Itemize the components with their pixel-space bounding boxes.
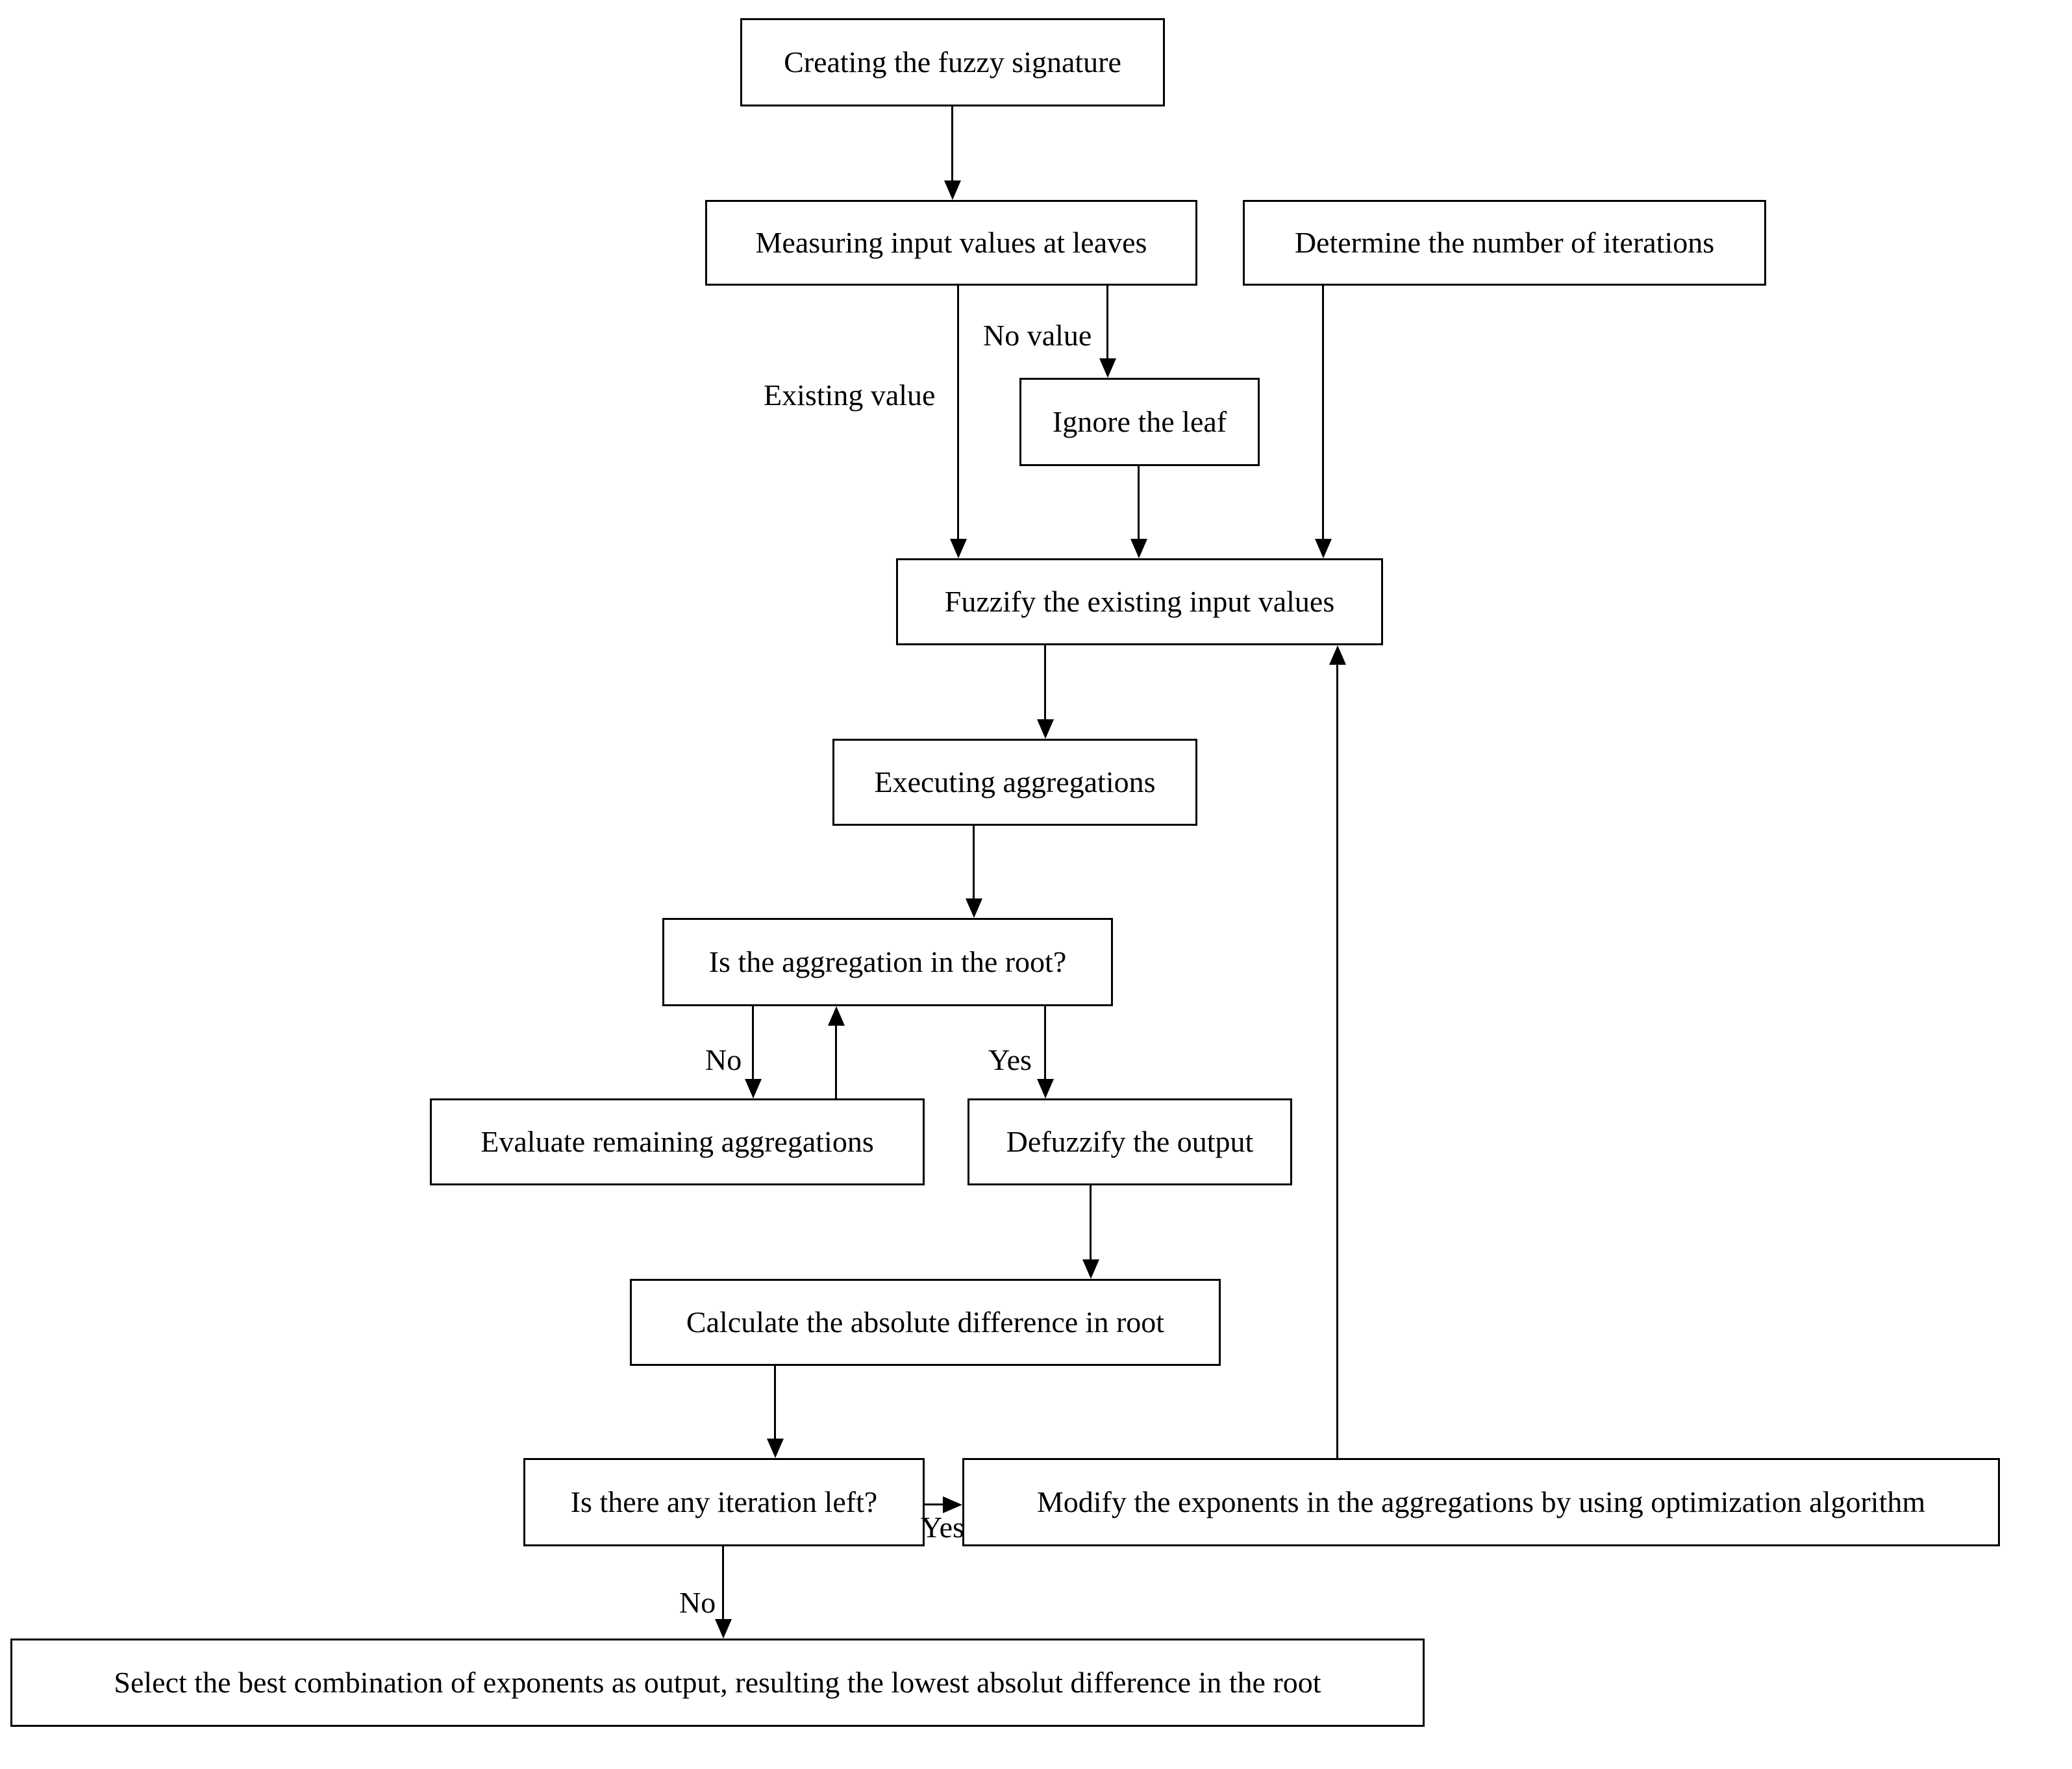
arrow-executing-to-isroot-line (973, 826, 975, 898)
arrow-defuzzify-to-calculate-head (1082, 1259, 1099, 1279)
arrow-creating-to-measuring-line (951, 106, 953, 180)
arrow-ignore-to-fuzzify-line (1138, 466, 1140, 539)
arrow-isroot-to-evaluate-head (745, 1079, 762, 1098)
arrow-defuzzify-to-calculate-line (1090, 1185, 1092, 1259)
node-select-best-combination: Select the best combination of exponents as output, resulting the lowest absolut difference in the root (10, 1639, 1425, 1727)
edge-label-yes-iteration: Yes (921, 1511, 964, 1544)
arrow-evaluate-to-isroot-head (828, 1006, 845, 1026)
arrow-fuzzify-to-executing-head (1037, 719, 1054, 739)
arrow-iteration-to-modify-line (925, 1503, 943, 1505)
node-iteration-left-decision: Is there any iteration left? (523, 1458, 925, 1546)
node-evaluate-remaining-aggregations: Evaluate remaining aggregations (430, 1098, 925, 1185)
arrow-measuring-to-fuzzify-head (950, 539, 967, 558)
arrow-ignore-to-fuzzify-head (1130, 539, 1147, 558)
arrow-iteration-to-select-head (715, 1619, 732, 1639)
edge-label-yes-root: Yes (988, 1043, 1032, 1076)
node-measuring-input-values: Measuring input values at leaves (705, 200, 1197, 286)
node-ignore-leaf: Ignore the leaf (1019, 378, 1260, 466)
arrow-creating-to-measuring-head (944, 180, 961, 200)
arrow-determine-to-fuzzify-head (1315, 539, 1332, 558)
arrow-iteration-to-modify-head (943, 1496, 962, 1513)
arrow-measuring-to-fuzzify-line (957, 286, 959, 539)
edge-label-no-value: No value (983, 319, 1092, 352)
node-modify-exponents: Modify the exponents in the aggregations by using optimization algorithm (962, 1458, 2000, 1546)
arrow-determine-to-fuzzify-line (1322, 286, 1324, 539)
edge-label-no-root: No (705, 1043, 742, 1076)
arrow-modify-to-fuzzify-line (1336, 665, 1338, 1458)
arrow-iteration-to-select-line (722, 1546, 724, 1619)
arrow-calculate-to-iteration-head (767, 1439, 784, 1458)
arrow-evaluate-to-isroot-line (835, 1026, 837, 1098)
node-defuzzify-output: Defuzzify the output (967, 1098, 1292, 1185)
arrow-calculate-to-iteration-line (774, 1366, 776, 1439)
node-fuzzify-input-values: Fuzzify the existing input values (896, 558, 1383, 645)
node-aggregation-in-root-decision: Is the aggregation in the root? (662, 918, 1113, 1006)
node-calculate-absolute-difference: Calculate the absolute difference in root (630, 1279, 1221, 1366)
arrow-measuring-to-ignore-line (1106, 286, 1108, 358)
arrow-isroot-to-defuzzify-head (1037, 1079, 1054, 1098)
edge-label-existing-value: Existing value (764, 378, 936, 412)
arrow-isroot-to-evaluate-line (752, 1006, 754, 1079)
arrow-isroot-to-defuzzify-line (1044, 1006, 1046, 1079)
arrow-fuzzify-to-executing-line (1044, 645, 1046, 719)
node-executing-aggregations: Executing aggregations (832, 739, 1197, 826)
node-determine-iterations: Determine the number of iterations (1243, 200, 1766, 286)
edge-label-no-iteration: No (679, 1586, 716, 1619)
arrow-modify-to-fuzzify-head (1329, 645, 1346, 665)
arrow-measuring-to-ignore-head (1099, 358, 1116, 378)
arrow-executing-to-isroot-head (966, 898, 982, 918)
node-creating-fuzzy-signature: Creating the fuzzy signature (740, 18, 1165, 106)
